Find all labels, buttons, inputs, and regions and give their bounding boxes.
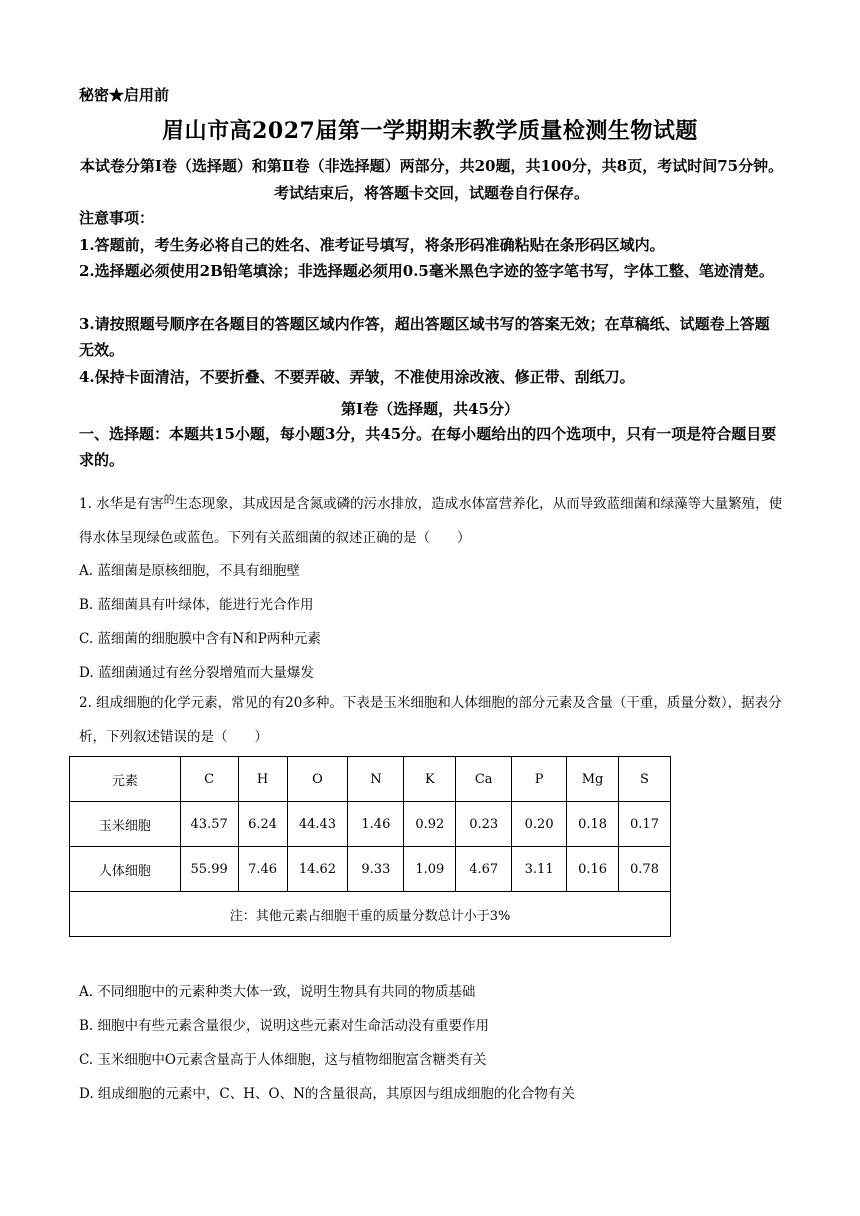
- section-description: 一、选择题：本题共15小题，每小题3分，共45分。在每小题给出的四个选项中，只有一项是符合题目要求的。: [79, 425, 777, 469]
- table-cell: 9.33: [348, 847, 404, 892]
- exam-intro: 本试卷分第Ⅰ卷（选择题）和第Ⅱ卷（非选择题）两部分，共20题，共100分，共8页，考试时间75分钟。考试结束后，将答题卡交回，试题卷自行保存。: [79, 157, 784, 202]
- question-2-option-b: B. 细胞中有些元素含量很少，说明这些元素对生命活动没有重要作用: [79, 1018, 490, 1034]
- table-note: 注：其他元素占细胞干重的质量分数总计小于3%: [70, 892, 671, 937]
- table-header-cell: Mg: [567, 757, 619, 802]
- table-header-cell: O: [287, 757, 348, 802]
- table-cell: 0.23: [456, 802, 512, 847]
- section-title: 第Ⅰ卷（选择题，共45分）: [341, 400, 519, 418]
- table-row: [70, 847, 671, 892]
- table-cell: 43.57: [180, 802, 238, 847]
- question-1-option-b: B. 蓝细菌具有叶绿体，能进行光合作用: [79, 597, 314, 613]
- table-cell: 0.92: [404, 802, 456, 847]
- table-cell: 55.99: [180, 847, 238, 892]
- notice-heading: 注意事项：: [79, 209, 155, 227]
- table-header-cell: K: [404, 757, 456, 802]
- question-1-option-a: A. 蓝细菌是原核细胞，不具有细胞壁: [79, 563, 300, 579]
- table-header-cell: P: [512, 757, 567, 802]
- table-cell: 1.09: [404, 847, 456, 892]
- exam-title: 眉山市高2027届第一学期期末教学质量检测生物试题: [162, 118, 698, 144]
- table-cell: 0.20: [512, 802, 567, 847]
- table-row: [70, 802, 671, 847]
- table-cell: 1.46: [348, 802, 404, 847]
- question-2-option-c: C. 玉米细胞中O元素含量高于人体细胞，这与植物细胞富含糖类有关: [79, 1052, 487, 1068]
- table-header-row: [70, 757, 671, 802]
- table-cell: 6.24: [238, 802, 287, 847]
- notice-item: 1.答题前，考生务必将自己的姓名、准考证号填写，将条形码准确粘贴在条形码区域内。: [79, 236, 665, 254]
- question-2-option-a: A. 不同细胞中的元素种类大体一致，说明生物具有共同的物质基础: [79, 984, 476, 1000]
- notice-item: 4.保持卡面清洁，不要折叠、不要弄破、弄皱，不准使用涂改液、修正带、刮纸刀。: [79, 368, 635, 386]
- table-cell: 0.17: [619, 802, 671, 847]
- table-header-cell: H: [238, 757, 287, 802]
- table-header-cell: 元素: [70, 757, 181, 802]
- table-cell: 44.43: [287, 802, 348, 847]
- table-cell: 0.16: [567, 847, 619, 892]
- table-cell: 0.18: [567, 802, 619, 847]
- question-1-option-c: C. 蓝细菌的细胞膜中含有N和P两种元素: [79, 631, 321, 647]
- table-cell: 4.67: [456, 847, 512, 892]
- table-cell: 14.62: [287, 847, 348, 892]
- table-cell: 人体细胞: [70, 847, 181, 892]
- question-1-stem: 1. 水华是有害$^的$生态现象，其成因是含氮或磷的污水排放，造成水体富营养化，从而导致蓝细菌和绿藻等大量繁殖，使得水体呈现绿色或蓝色。下列有关蓝细菌的叙述正确的是（ ）: [79, 493, 783, 546]
- table-header-cell: S: [619, 757, 671, 802]
- table-header-cell: Ca: [456, 757, 512, 802]
- element-content-table: [69, 756, 671, 937]
- table-header-cell: N: [348, 757, 404, 802]
- notice-item: 3.请按照题号顺序在各题目的答题区域内作答，超出答题区域书写的答案无效；在草稿纸、试题卷上答题无效。: [79, 315, 770, 359]
- table-cell: 3.11: [512, 847, 567, 892]
- table-header-cell: C: [180, 757, 238, 802]
- question-2-option-d: D. 组成细胞的元素中，C、H、O、N的含量很高，其原因与组成细胞的化合物有关: [79, 1086, 575, 1102]
- question-1-option-d: D. 蓝细菌通过有丝分裂增殖而大量爆发: [79, 665, 314, 681]
- table-cell: 0.78: [619, 847, 671, 892]
- table-cell: 7.46: [238, 847, 287, 892]
- table-note-row: [70, 892, 671, 937]
- question-2-stem: 2. 组成细胞的化学元素，常见的有20多种。下表是玉米细胞和人体细胞的部分元素及含量（干重，质量分数），据表分析，下列叙述错误的是（ ）: [79, 695, 782, 745]
- notice-item: 2.选择题必须使用2B铅笔填涂；非选择题必须用0.5毫米黑色字迹的签字笔书写，字体工整、笔迹清楚。: [79, 262, 774, 280]
- table-cell: 玉米细胞: [70, 802, 181, 847]
- confidential-label: 秘密★启用前: [79, 86, 170, 104]
